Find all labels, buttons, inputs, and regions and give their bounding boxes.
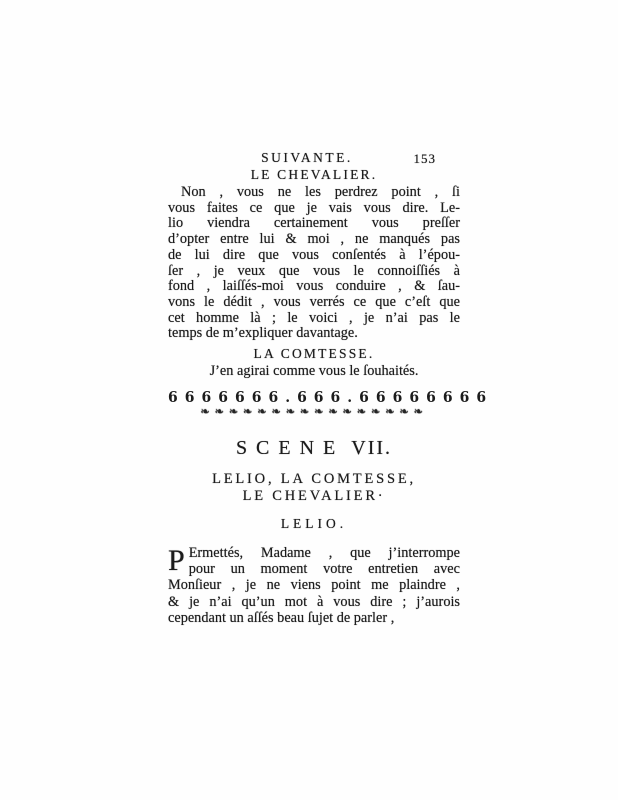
speech-line: Ermettés, Madame , que j’interrompe: [188, 545, 460, 562]
speech-line: pour un moment votre entretien avec: [188, 561, 460, 578]
text-column: [168, 150, 494, 626]
speech-line: cet homme là ; le voici , je n’ai pas le: [168, 309, 460, 326]
speech-line: fond , laiſſés-moi vous conduire , & ſau-: [168, 278, 460, 295]
speech-line: & je n’ai qu’un mot à vous dire ; j’aurois: [168, 593, 460, 610]
scene-heading: [168, 437, 460, 459]
characters-line: LELIO, LA COMTESSE,: [212, 471, 416, 488]
characters-line: LE CHEVALIER·: [242, 488, 386, 505]
running-title: SUIVANTE.: [261, 150, 353, 165]
chevalier-speech: [168, 185, 460, 342]
speaker-heading-comtesse: LA COMTESSE.: [253, 346, 375, 362]
speech-line: cependant un aſſés beau ſujet de parler ,: [168, 609, 395, 626]
lelio-speech: [168, 545, 460, 626]
speaker-heading-chevalier: LE CHEVALIER.: [250, 167, 378, 182]
running-header: [168, 150, 460, 167]
speech-line: vons le dédit , vous verrés ce que c’eſt que: [168, 293, 460, 310]
page-number: 153: [413, 151, 436, 166]
speech-line: Non , vous ne les perdrez point , ſi: [181, 184, 460, 200]
scene-word: SCENE: [235, 437, 345, 460]
speech-line: d’opter entre lui & moi , ne manqués pas: [168, 231, 460, 248]
scene-numeral: VII.: [351, 437, 393, 460]
drop-cap: P: [168, 544, 185, 578]
speech-line: vous faites ce que je vais vous dire. Le-: [168, 199, 460, 216]
speech-line: ſer , je veux que vous le connoiſſiés à: [168, 262, 460, 279]
scene-characters: [168, 471, 460, 505]
speech-line: de lui dire que vous conſentés à l’épou-: [168, 246, 460, 263]
speaker-heading-lelio: LELIO.: [280, 516, 348, 532]
comtesse-speech: J’en agirai comme vous le ſouhaités.: [209, 363, 419, 380]
speech-line: temps de m’expliquer davantage.: [168, 325, 358, 342]
foliage-row-icon: ❧❧❧❧❧❧❧❧❧❧❧❧❧❧❧❧: [200, 405, 428, 419]
fleuron-row-icon: 6666666.666.66666666: [168, 389, 494, 407]
ornament-band: [168, 389, 494, 419]
speech-line: Monſieur , je ne viens point me plaindre ,: [168, 577, 460, 594]
speech-line: lio viendra certainement vous preſſer: [168, 215, 460, 232]
